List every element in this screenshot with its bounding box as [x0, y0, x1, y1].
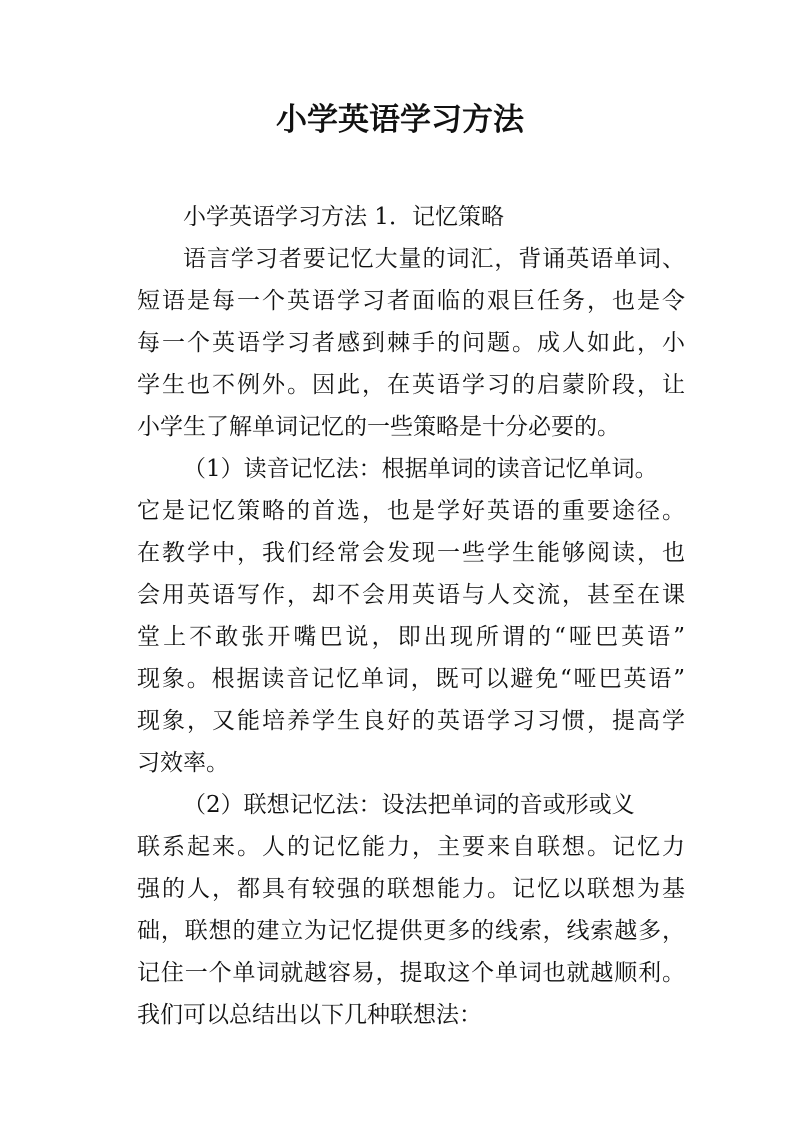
document-title: 小学英语学习方法: [276, 102, 524, 138]
paragraph-line: 习效率。: [137, 750, 229, 776]
paragraph-line: 每一个英语学习者感到棘手的问题。成人如此，小: [137, 330, 685, 356]
paragraph-line: 记住一个单词就越容易，提取这个单词也就越顺利。: [137, 960, 685, 986]
paragraph-line: 我们可以总结出以下几种联想法：: [137, 1002, 482, 1028]
paragraph-line: 强的人，都具有较强的联想能力。记忆以联想为基: [137, 876, 685, 902]
paragraph-line: 联系起来。人的记忆能力，主要来自联想。记忆力: [137, 834, 685, 860]
paragraph-line: 在教学中，我们经常会发现一些学生能够阅读，也: [137, 540, 685, 566]
paragraph-line: 现象。根据读音记忆单词，既可以避免“哑巴英语”: [137, 666, 685, 692]
paragraph-line: 短语是每一个英语学习者面临的艰巨任务，也是令: [137, 288, 685, 314]
paragraph-line: 堂上不敢张开嘴巴说，即出现所谓的“哑巴英语”: [137, 624, 685, 650]
paragraph-line: 现象，又能培养学生良好的英语学习习惯，提高学: [137, 708, 685, 734]
paragraph-line: （2）联想记忆法：设法把单词的音或形或义: [183, 792, 635, 818]
paragraph-line: 它是记忆策略的首选，也是学好英语的重要途径。: [137, 498, 685, 524]
paragraph-line: 小学生了解单词记忆的一些策略是十分必要的。: [137, 414, 620, 440]
paragraph-line: 语言学习者要记忆大量的词汇，背诵英语单词、: [183, 246, 685, 272]
paragraph-line: （1）读音记忆法：根据单词的读音记忆单词。: [183, 456, 658, 482]
paragraph-line: 学生也不例外。因此，在英语学习的启蒙阶段，让: [137, 372, 685, 398]
section-heading: 小学英语学习方法 1．记忆策略: [183, 204, 504, 230]
paragraph-line: 础，联想的建立为记忆提供更多的线索，线索越多，: [137, 918, 685, 944]
document-body: [137, 196, 685, 1036]
paragraph-line: 会用英语写作，却不会用英语与人交流，甚至在课: [137, 582, 685, 608]
